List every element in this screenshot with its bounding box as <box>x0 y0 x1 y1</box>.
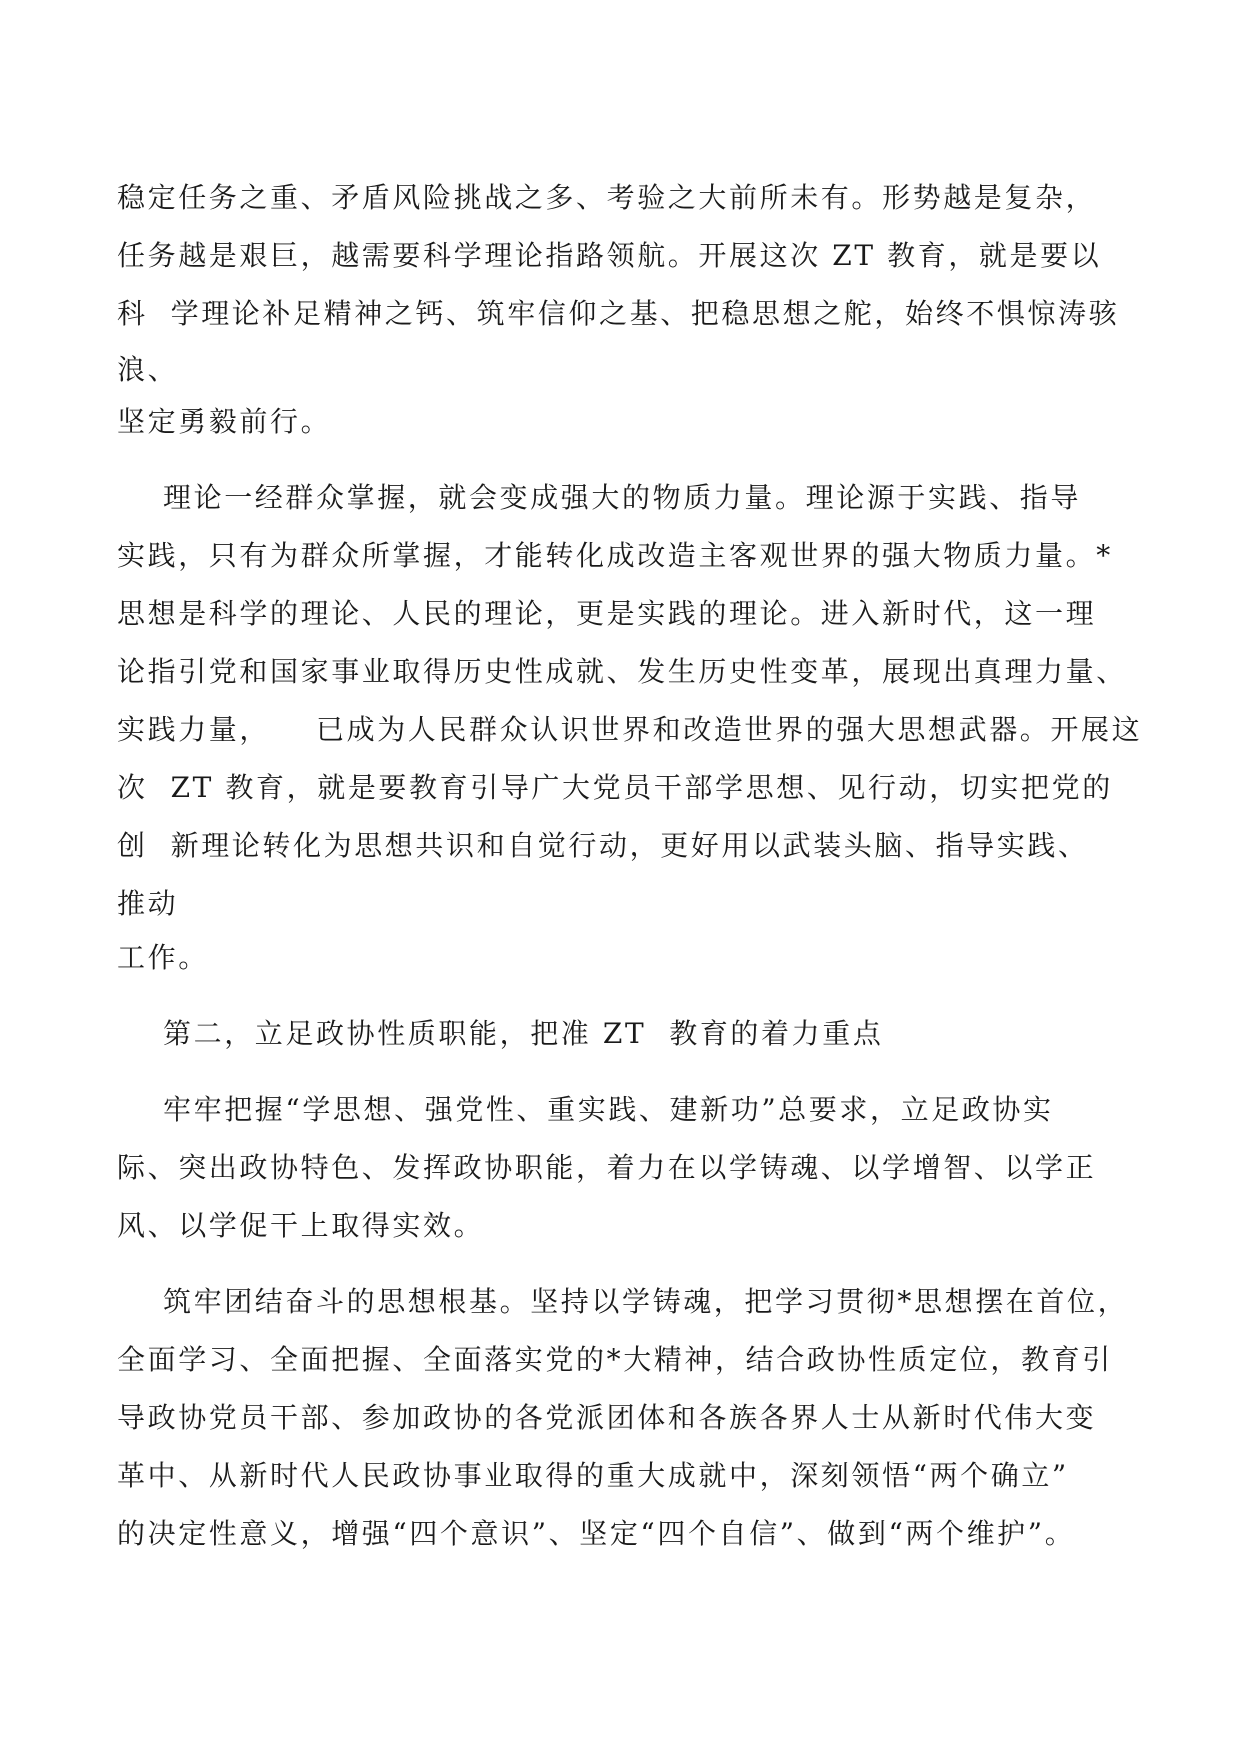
text-line: 风、以学促干上取得实效。 <box>117 1209 485 1242</box>
text-line: 导政协党员干部、参加政协的各党派团体和各族各界人士从新时代伟大变 <box>117 1401 1097 1434</box>
section-heading: 第二，立足政协性质职能，把准 ZT 教育的着力重点 <box>117 1017 884 1050</box>
text-line: 工作。 <box>117 941 209 974</box>
text-line: 推动 <box>117 887 179 920</box>
text-line: 革中、从新时代人民政协事业取得的重大成就中，深刻领悟“两个确立” <box>117 1459 1069 1492</box>
text-line: 稳定任务之重、矛盾风险挑战之多、考验之大前所未有。形势越是复杂， <box>117 181 1097 214</box>
text-line: 筑牢团结奋斗的思想根基。坚持以学铸魂，把学习贯彻*思想摆在首位， <box>117 1285 1129 1318</box>
text-line: 坚定勇毅前行。 <box>117 405 332 438</box>
text-line: 实践，只有为群众所掌握，才能转化成改造主客观世界的强大物质力量。* <box>117 539 1113 572</box>
text-line: 的决定性意义，增强“四个意识”、坚定“四个自信”、做到“两个维护”。 <box>117 1517 1076 1550</box>
text-line: 次 ZT 教育，就是要教育引导广大党员干部学思想、见行动，切实把党的 <box>117 771 1113 804</box>
text-line: 全面学习、全面把握、全面落实党的*大精神，结合政协性质定位，教育引 <box>117 1343 1113 1376</box>
text-line: 论指引党和国家事业取得历史性成就、发生历史性变革，展现出真理力量、 <box>117 655 1127 688</box>
text-line: 浪、 <box>117 353 179 386</box>
text-line: 际、突出政协特色、发挥政协职能，着力在以学铸魂、以学增智、以学正 <box>117 1151 1097 1184</box>
text-line: 科 学理论补足精神之钙、筑牢信仰之基、把稳思想之舵，始终不惧惊涛骇 <box>117 297 1120 330</box>
text-line: 创 新理论转化为思想共识和自觉行动，更好用以武装头脑、指导实践、 <box>117 829 1089 862</box>
text-line: 理论一经群众掌握，就会变成强大的物质力量。理论源于实践、指导 <box>117 481 1082 514</box>
text-line: 任务越是艰巨，越需要科学理论指路领航。开展这次 ZT 教育，就是要以 <box>117 239 1102 272</box>
text-line: 牢牢把握“学思想、强党性、重实践、建新功”总要求，立足政协实 <box>117 1093 1054 1126</box>
text-line: 实践力量， 已成为人民群众认识世界和改造世界的强大思想武器。开展这 <box>117 713 1143 746</box>
text-line: 思想是科学的理论、人民的理论，更是实践的理论。进入新时代，这一理 <box>117 597 1097 630</box>
